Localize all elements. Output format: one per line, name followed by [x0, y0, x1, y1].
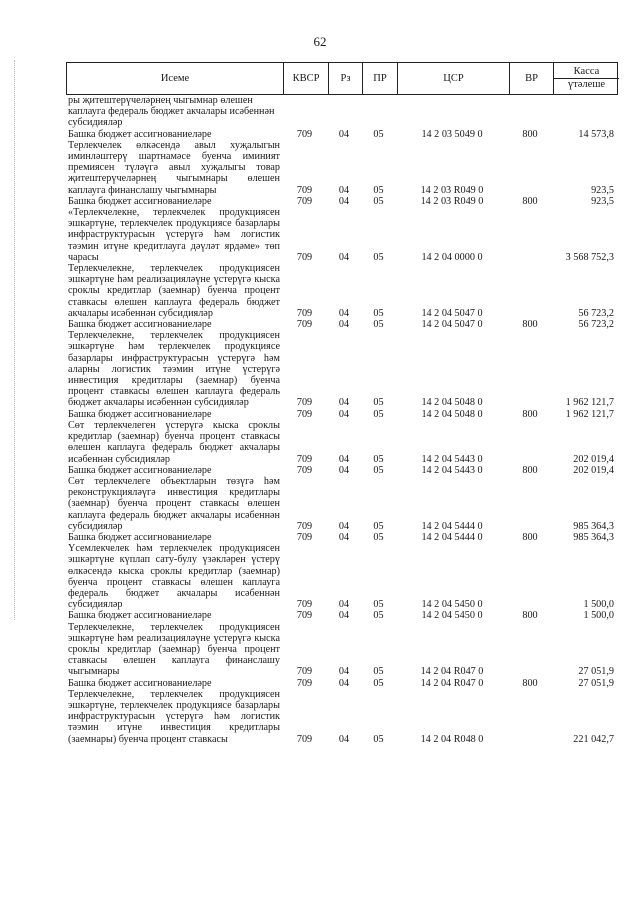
- row-pr: 05: [373, 453, 384, 465]
- row-kvsr: 709: [296, 251, 313, 263]
- row-amount: 1 962 121,7: [565, 397, 614, 409]
- row-amount: 1 962 121,7: [565, 408, 614, 420]
- row-pr: [361, 95, 396, 129]
- row-vr: [508, 95, 552, 129]
- table-row: [66, 689, 618, 745]
- table-row: [66, 420, 618, 465]
- header-csr: ЦСР: [397, 63, 509, 94]
- row-pr: 05: [373, 307, 384, 319]
- table-row: [66, 610, 618, 621]
- row-name: Башка бюджет ассигнованиеләре: [68, 319, 212, 331]
- row-pr: 05: [373, 599, 384, 611]
- table-row: [66, 532, 618, 543]
- row-pr: 05: [373, 677, 384, 689]
- row-csr: 14 2 04 5047 0: [421, 307, 483, 319]
- row-amount: 14 573,8: [578, 128, 614, 140]
- row-rz: 04: [338, 464, 350, 476]
- row-kvsr: 709: [296, 307, 313, 319]
- row-vr: [508, 420, 552, 465]
- row-pr: 05: [373, 520, 384, 532]
- row-csr: 14 2 04 R047 0: [420, 677, 484, 689]
- row-rz: 04: [338, 397, 350, 409]
- row-kvsr: [282, 95, 327, 129]
- row-rz: 04: [338, 184, 350, 196]
- row-pr: 05: [373, 195, 384, 207]
- row-csr: 14 2 04 5048 0: [421, 408, 483, 420]
- row-pr: 05: [373, 397, 384, 409]
- row-amount: 985 364,3: [573, 531, 614, 543]
- row-kvsr: 709: [296, 184, 313, 196]
- row-name: Башка бюджет ассигнованиеләре: [68, 195, 212, 207]
- row-amount: 27 051,9: [578, 666, 614, 678]
- row-rz: 04: [338, 195, 350, 207]
- row-csr: 14 2 04 5047 0: [421, 319, 483, 331]
- row-vr: [508, 263, 552, 319]
- row-pr: 05: [373, 408, 384, 420]
- row-vr: [508, 207, 552, 263]
- row-kvsr: 709: [296, 195, 313, 207]
- row-name: Үсемлекчелек һәм терлекчелек продукциясен эшкәртүне күплап сату-булу үзәкләрен үстерү өлкәсендә кыска сроклы кредитлар (заемнар) буенча процент ставкасы өлешен каплауга федераль бюджет акчалары исәбеннән субсидияләр: [68, 543, 280, 611]
- row-csr: 14 2 03 5049 0: [421, 128, 483, 140]
- header-name: Исеме: [160, 72, 190, 84]
- row-name: Терлекчелекне, терлекчелек продукциясен эшкәртүне һәм реализацияләүне үстерүгә кыска сроклы кредитлар (заемнар) буенча процент ставкасы өлешен каплауга финанслашу чыгымнары: [68, 621, 280, 678]
- row-vr: 800: [522, 319, 538, 331]
- row-kvsr: 709: [296, 397, 313, 409]
- row-csr: 14 2 04 R047 0: [420, 666, 484, 678]
- row-name: Терлекчелекне, терлекчелек продукциясен эшкәртүне, терлекчелек продукциясе базарлары инфраструктурасын үстерүгә һәм логистик тәэмин итүне инвестиция кредитлары (заемнары) буенча процент ставкасы: [68, 688, 280, 745]
- row-kvsr: 709: [296, 733, 313, 745]
- table-row: [66, 129, 618, 140]
- table-row: [66, 622, 618, 678]
- row-rz: 04: [338, 520, 350, 532]
- row-rz: 04: [338, 408, 350, 420]
- row-amount: 202 019,4: [573, 453, 614, 465]
- row-kvsr: 709: [296, 319, 313, 331]
- row-amount: 3 568 752,3: [565, 251, 614, 263]
- row-amount: 1 500,0: [583, 599, 614, 611]
- row-csr: 14 2 04 5444 0: [421, 531, 483, 543]
- row-kvsr: 709: [296, 599, 313, 611]
- margin-dotted-line: [14, 60, 16, 620]
- row-name: Башка бюджет ассигнованиеләре: [68, 128, 212, 140]
- row-pr: 05: [373, 733, 384, 745]
- row-rz: 04: [338, 599, 350, 611]
- row-vr: [508, 476, 552, 532]
- row-name: Сөт терлекчелеген үстерүгә кыска сроклы кредитлар (заемнар) буенча процент ставкасы өлешен каплауга федераль бюджет акчалары исәбеннән субсидияләр: [68, 419, 280, 465]
- row-pr: 05: [373, 531, 384, 543]
- header-rz: Рз: [328, 63, 362, 94]
- row-name: Башка бюджет ассигнованиеләре: [68, 677, 212, 689]
- row-kvsr: 709: [296, 464, 313, 476]
- table-row: [66, 196, 618, 207]
- row-name: ры җитештерүчеләрнең чыгымнар өлешен каплауга федераль бюджет акчалары исәбеннән субсидияләр: [68, 95, 275, 129]
- row-rz: [327, 95, 361, 129]
- row-rz: 04: [338, 251, 350, 263]
- row-vr: 800: [522, 408, 538, 420]
- row-rz: 04: [338, 531, 350, 543]
- row-csr: 14 2 04 5443 0: [421, 453, 483, 465]
- row-name: Башка бюджет ассигнованиеләре: [68, 408, 212, 420]
- table-row: [66, 95, 618, 129]
- table-row: [66, 465, 618, 476]
- table-row: [66, 319, 618, 330]
- row-kvsr: 709: [296, 453, 313, 465]
- row-vr: 800: [522, 128, 538, 140]
- header-pr: ПР: [362, 63, 397, 94]
- row-csr: 14 2 04 5450 0: [421, 599, 483, 611]
- row-pr: 05: [373, 610, 384, 622]
- row-vr: [508, 622, 552, 678]
- page-number: 62: [313, 34, 327, 49]
- row-name: Терлекчелекне, терлекчелек продукциясен эшкәртүне һәм реализацияләүне үстерүгә кыска сроклы кредитлар (заемнар) буенча процент ставкасы өлешен каплауга федераль бюджет акчалары исәбеннән субсидияләр: [68, 263, 280, 319]
- row-kvsr: 709: [296, 610, 313, 622]
- row-kvsr: 709: [296, 677, 313, 689]
- row-pr: 05: [373, 251, 384, 263]
- row-amount: [552, 95, 618, 129]
- row-vr: 800: [522, 464, 538, 476]
- table-row: [66, 409, 618, 420]
- table-row: [66, 140, 618, 196]
- table-body: [66, 95, 618, 745]
- row-pr: 05: [373, 128, 384, 140]
- row-csr: 14 2 04 0000 0: [421, 251, 483, 263]
- row-csr: 14 2 04 R048 0: [420, 733, 484, 745]
- row-kvsr: 709: [296, 531, 313, 543]
- table-row: [66, 678, 618, 689]
- row-kvsr: 709: [296, 666, 313, 678]
- row-kvsr: 709: [296, 520, 313, 532]
- row-rz: 04: [338, 733, 350, 745]
- row-vr: 800: [522, 610, 538, 622]
- row-csr: 14 2 04 5450 0: [421, 610, 483, 622]
- row-name: Терлекчелекне, терлекчелек продукциясен эшкәртүне һәм терлекчелек продукциясе базарлары инфраструктурасын үстерүгә һәм аларны логистик тәэмин итүне үстерүгә инвестиция кредитлары (заемнар) буенча процент ставкасы өлешен каплауга федераль бюджет акчалары исәбеннән субсидияләр: [68, 330, 280, 409]
- row-name: «Терлекчелекне, терлекчелек продукциясен эшкәртүне, терлекчелек продукциясе базарлары инфраструктурасын үстерүгә һәм логистик тәэмин итүне кредитлауга дәүләт ярдәме» төп чарасы: [68, 207, 280, 263]
- header-kvsr: КВСР: [283, 63, 328, 94]
- row-vr: 800: [522, 677, 538, 689]
- table-row: [66, 207, 618, 263]
- table-row: [66, 476, 618, 532]
- row-name: Сөт терлекчелеге объектларын төзүгә һәм реконструкцияләүгә инвестиция кредитлары (заемнар) буенча процент ставкасы өлешен каплауга федераль бюджет акчалары исәбеннән субсидияләр: [68, 475, 280, 532]
- header-kassa-line2: үтәлеше: [554, 78, 619, 91]
- row-csr: 14 2 04 5444 0: [421, 520, 483, 532]
- row-name: Терлекчелек өлкәсендә авыл хуҗалыгын иминләштерү шартнамәсе буенча иминият премиясен түләүгә авыл хуҗалыгы товар җитештерүчеләрнең чыгымнары өлешен каплауга финанслашу чыгымнары: [68, 139, 280, 196]
- header-kassa: [553, 63, 619, 94]
- row-name: Башка бюджет ассигнованиеләре: [68, 464, 212, 476]
- row-csr: 14 2 03 R049 0: [420, 195, 484, 207]
- row-amount: 56 723,2: [578, 319, 614, 331]
- row-amount: 221 042,7: [573, 733, 614, 745]
- row-vr: 800: [522, 531, 538, 543]
- row-rz: 04: [338, 453, 350, 465]
- table-row: [66, 330, 618, 408]
- row-rz: 04: [338, 319, 350, 331]
- row-amount: 985 364,3: [573, 520, 614, 532]
- row-name: Башка бюджет ассигнованиеләре: [68, 531, 212, 543]
- row-amount: 923,5: [591, 184, 614, 196]
- row-vr: [508, 140, 552, 196]
- row-pr: 05: [373, 184, 384, 196]
- row-name: Башка бюджет ассигнованиеләре: [68, 610, 212, 622]
- header-kassa-line1: Касса: [573, 66, 600, 77]
- table-row: [66, 263, 618, 319]
- row-csr: [396, 95, 508, 129]
- row-kvsr: 709: [296, 408, 313, 420]
- row-rz: 04: [338, 610, 350, 622]
- row-vr: 800: [522, 195, 538, 207]
- row-kvsr: 709: [296, 128, 313, 140]
- row-pr: 05: [373, 464, 384, 476]
- row-vr: [508, 543, 552, 610]
- row-pr: 05: [373, 319, 384, 331]
- row-csr: 14 2 04 5443 0: [421, 464, 483, 476]
- budget-table: [66, 62, 618, 745]
- row-vr: [508, 330, 552, 408]
- row-rz: 04: [338, 128, 350, 140]
- row-amount: 1 500,0: [583, 610, 614, 622]
- row-pr: 05: [373, 666, 384, 678]
- row-vr: [508, 689, 552, 745]
- row-amount: 202 019,4: [573, 464, 614, 476]
- row-amount: 923,5: [591, 195, 614, 207]
- header-vr: ВР: [509, 63, 553, 94]
- row-amount: 56 723,2: [578, 307, 614, 319]
- row-rz: 04: [338, 677, 350, 689]
- table-row: [66, 543, 618, 610]
- table-header: [66, 62, 618, 95]
- row-rz: 04: [338, 307, 350, 319]
- row-csr: 14 2 03 R049 0: [420, 184, 484, 196]
- row-amount: 27 051,9: [578, 677, 614, 689]
- row-csr: 14 2 04 5048 0: [421, 397, 483, 409]
- row-rz: 04: [338, 666, 350, 678]
